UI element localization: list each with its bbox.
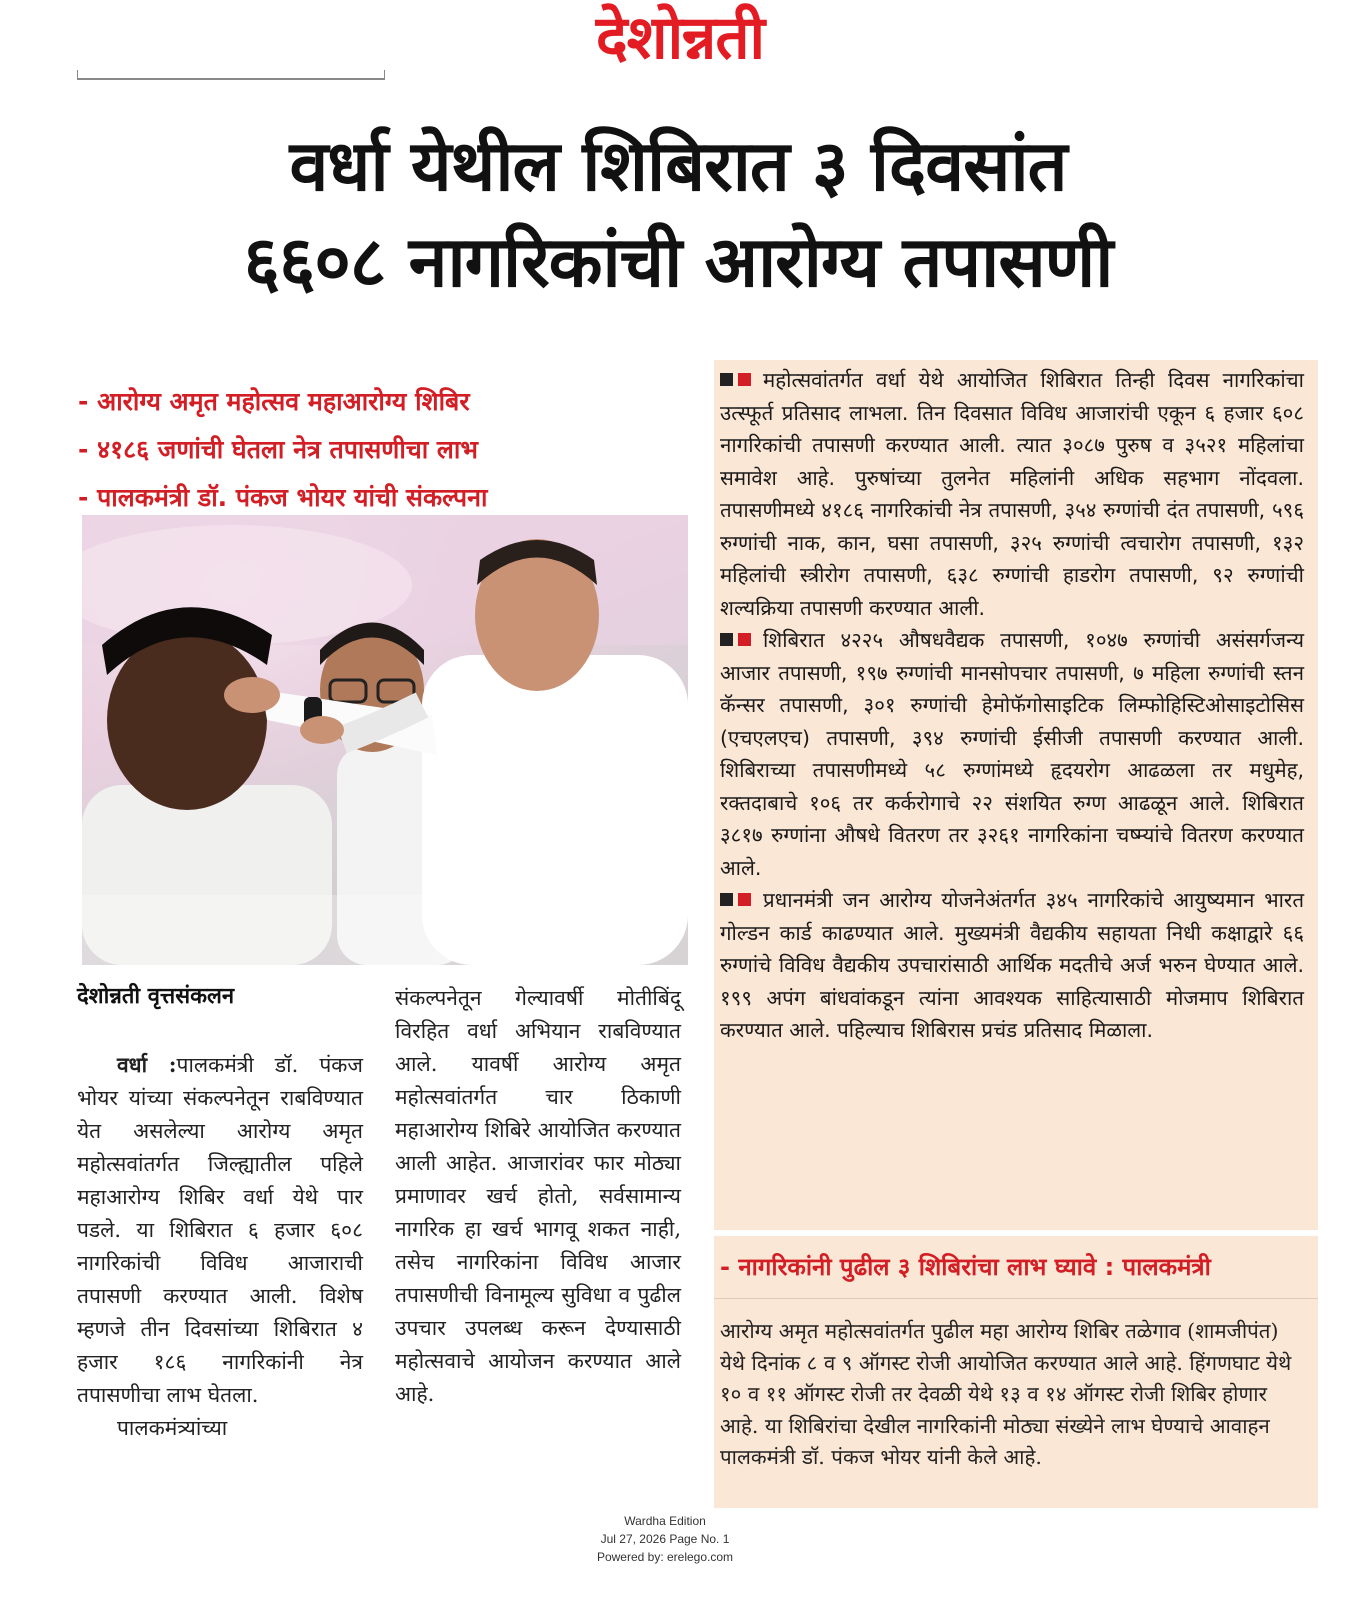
square-bullet-icon xyxy=(738,633,751,646)
headline-line-2: ६६०८ नागरिकांची आरोग्य तपासणी xyxy=(243,221,1113,303)
box-paragraph-3: प्रधानमंत्री जन आरोग्य योजनेअंतर्गत ३४५ नागरिकांचे आयुष्यमान भारत गोल्डन कार्ड काढण्यात आले. मुख्यमंत्री वैद्यकीय सहायता निधी कक्षाद्वारे ६६ रुग्णांचे विविध वैद्यकीय उपचारांसाठी आर्थिक मदतीचे अर्ज भरुन घेण्यात आले. १९९ अपंग बांधवांकडून त्यांना आवश्यक साहित्यासाठी मोजमाप शिबिरात करण्यात आले. पहिल्याच शिबिरास प्रचंड प्रतिसाद मिळाला. xyxy=(720,888,1304,1042)
square-bullet-icon xyxy=(720,893,733,906)
news-photo xyxy=(82,515,688,965)
highlight-box-text xyxy=(720,364,1304,1047)
highlight-bullets xyxy=(78,378,638,522)
footer-edition: Wardha Edition xyxy=(624,1514,706,1528)
subsection-heading: - नागरिकांनी पुढील ३ शिबिरांचा लाभ घ्यावे : पालकमंत्री xyxy=(720,1253,1211,1281)
square-bullet-icon xyxy=(720,373,733,386)
headline-line-1: वर्धा येथील शिबिरात ३ दिवसांत xyxy=(289,125,1067,207)
masthead xyxy=(0,0,1356,90)
masthead-rule xyxy=(77,78,385,80)
column1-paragraph-2: पालकमंत्र्यांच्या xyxy=(117,1416,228,1440)
bullet-3: - पालकमंत्री डॉ. पंकज भोयर यांची संकल्पना xyxy=(78,483,488,512)
column1-paragraph-1 xyxy=(77,1048,363,1412)
square-bullet-icon xyxy=(738,373,751,386)
bullet-1: - आरोग्य अमृत महोत्सव महाआरोग्य शिबिर xyxy=(78,387,470,416)
bullet-2: - ४१८६ जणांची घेतला नेत्र तपासणीचा लाभ xyxy=(78,435,478,464)
footer-powered-by[interactable]: Powered by: erelego.com xyxy=(596,1550,734,1564)
square-bullet-icon xyxy=(720,633,733,646)
box-divider xyxy=(714,1230,1318,1236)
byline: देशोन्नती वृत्तसंकलन xyxy=(77,984,235,1009)
footer-date-page: Jul 27, 2026 Page No. 1 xyxy=(600,1532,730,1546)
square-bullet-icon xyxy=(738,893,751,906)
photo-illustration xyxy=(82,515,688,965)
subsection-text: आरोग्य अमृत महोत्सवांतर्गत पुढील महा आरोग्य शिबिर तळेगाव (शामजीपंत) येथे दिनांक ८ व ९ ऑगस्ट रोजी आयोजित करण्यात आले आहे. हिंगणघाट येथे १० व ११ ऑगस्ट रोजी तर देवळी येथे १३ व १४ ऑगस्ट रोजी शिबिर होणार आहे. या शिबिरांचा देखील नागरिकांनी मोठ्या संख्येने लाभ घेण्याचे आवाहन पालकमंत्री डॉ. पंकज भोयर यांनी केले आहे. xyxy=(720,1319,1292,1469)
article-column-2 xyxy=(395,982,681,1411)
column2-paragraph-1: संकल्पनेतून गेल्यावर्षी मोतीबिंदू विरहित वर्धा अभियान राबविण्यात आले. यावर्षी आरोग्य अमृत महोत्सवांतर्गत चार ठिकाणी महाआरोग्य शिबिरे आयोजित करण्यात आली आहेत. आजारांवर फार मोठ्या प्रमाणावर खर्च होतो, सर्वसामान्य नागरिक हा खर्च भागवू शकत नाही, तसेच नागरिकांना विविध आजार तपासणीची विनामूल्य सुविधा व पुढील उपचार उपलब्ध करून देण्यासाठी महोत्सवाचे आयोजन करण्यात आले आहे. xyxy=(395,986,681,1406)
dateline: वर्धा : xyxy=(117,1052,177,1077)
box-paragraph-1: महोत्सवांतर्गत वर्धा येथे आयोजित शिबिरात तिन्ही दिवस नागरिकांचा उत्स्फूर्त प्रतिसाद लाभला. तिन दिवसात विविध आजारांची एकून ६ हजार ६०८ नागरिकांची तपासणी करण्यात आली. त्यात ३०८७ पुरुष व ३५२१ महिलांचा समावेश आहे. पुरुषांच्या तुलनेत महिलांनी अधिक सहभाग नोंदवला. तपासणीमध्ये ४१८६ नागरिकांची नेत्र तपासणी, ३५४ रुग्णांची दंत तपासणी, ५९६ रुग्णांची नाक, कान, घसा तपासणी, ३२५ रुग्णांची त्वचारोग तपासणी, १३२ महिलांची स्त्रीरोग तपासणी, ६३८ रुग्णांची हाडरोग तपासणी, ९२ रुग्णांची शल्यक्रिया तपासणी करण्यात आली. xyxy=(720,368,1304,620)
headline xyxy=(40,118,1316,310)
column1-text: पालकमंत्री डॉ. पंकज भोयर यांच्या संकल्पनेतून राबविण्यात येत असलेल्या आरोग्य अमृत महोत्सवांतर्गत जिल्ह्यातील पहिले महाआरोग्य शिबिर वर्धा येथे पार पडले. या शिबिरात ६ हजार ६०८ नागरिकांची विविध आजाराची तपासणी करण्यात आली. विशेष म्हणजे तीन दिवसांच्या शिबिरात ४ हजार १८६ नागरिकांनी नेत्र तपासणीचा लाभ घेतला. xyxy=(77,1053,363,1407)
subsection-rule xyxy=(714,1298,1318,1299)
page-footer xyxy=(560,1512,770,1566)
newspaper-logo: देशोन्नती xyxy=(595,3,765,73)
article-column-1 xyxy=(77,1048,363,1445)
box-paragraph-2: शिबिरात ४२२५ औषधवैद्यक तपासणी, १०४७ रुग्णांची असंसर्गजन्य आजार तपासणी, १९७ रुग्णांची मानसोपचार तपासणी, ७ महिला रुग्णांची स्तन कॅन्सर तपासणी, ३०१ रुग्णांची हेमोफॅगोसाइटिक लिम्फोहिस्टिओसाइटोसिस (एचएलएच) तपासणी, ३९४ रुग्णांची ईसीजी तपासणी करण्यात आली. शिबिराच्या तपासणीमध्ये ५८ रुग्णांमध्ये हृदयरोग आढळला तर मधुमेह, रक्तदाबाचे १०६ तर कर्करोगाचे २२ संशयित रुग्ण आढळून आले. शिबिरात ३८१७ रुग्णांना औषधे वितरण तर ३२६१ नागरिकांना चष्म्यांचे वितरण करण्यात आले. xyxy=(720,628,1304,880)
